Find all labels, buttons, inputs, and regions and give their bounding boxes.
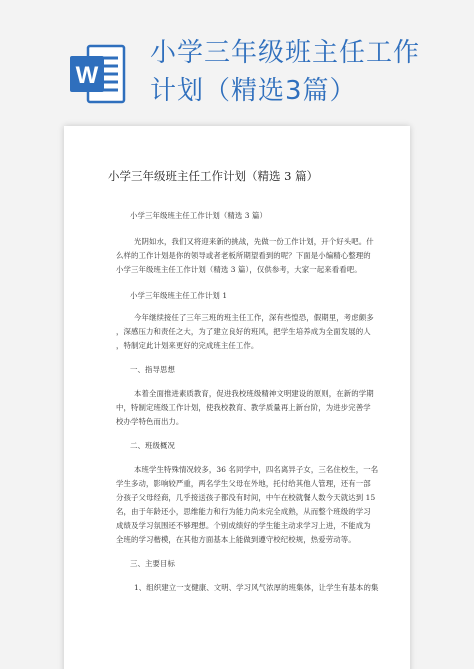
paragraph-line: 今年继续接任了三年三班的班主任工作，深有些惶恐，假期里，考虑颇多 xyxy=(134,313,374,322)
paragraph-line: 全班的学习楷模，在其他方面基本上能做到遵守校纪校规，热爱劳动等。 xyxy=(116,535,356,544)
paragraph-line: ，特制定此计划来更好的完成班主任工作。 xyxy=(116,341,259,350)
word-icon-letter: W xyxy=(75,62,99,89)
paragraph-line: 本着全面推进素质教育，促进我校班级精神文明建设的原则，在新的学期 xyxy=(134,389,374,398)
page-title xyxy=(150,34,460,110)
paragraph-line: 分孩子父母经商，几乎接送孩子都没有时间，中午在校就餐人数今天就达到 15 xyxy=(116,493,376,502)
document-title: 小学三年级班主任工作计划（精选 3 篇） xyxy=(108,169,319,183)
section-heading: 二、班级概况 xyxy=(130,441,175,450)
section-heading: 小学三年级班主任工作计划 1 xyxy=(130,291,228,300)
page-title-line-1: 小学三年级班主任工作 xyxy=(150,38,421,68)
header-banner xyxy=(0,0,474,118)
section-heading: 一、指导思想 xyxy=(130,365,175,374)
page-title-line-2: 计划（精选3篇） xyxy=(150,76,357,106)
word-document-icon xyxy=(68,42,126,106)
paragraph-line: 成绩及学习氛围还不够理想。个别成绩好的学生能主动求学习上进，不能成为 xyxy=(116,521,371,530)
paragraph-line: 光阴如水，我们又将迎来新的挑战，先做一份工作计划，开个好头吧。什 xyxy=(134,237,374,246)
paragraph-line: 中，特制定班级工作计划，使我校教育、教学质量再上新台阶，为进步完善学 xyxy=(116,403,371,412)
paragraph-line: 小学三年级班主任工作计划（精选 3 篇），仅供参考，大家一起来看看吧。 xyxy=(116,265,362,274)
paragraph-line: 么样的工作计划是你的领导或者老板所期望看到的呢？下面是小编精心整理的 xyxy=(116,251,371,260)
paragraph-line: 校办学特色而出力。 xyxy=(116,417,184,426)
paragraph-line: 1、组织建立一支健康、文明、学习风气浓厚的班集体，让学生有基本的集 xyxy=(134,583,379,592)
section-heading: 三、主要目标 xyxy=(130,559,175,568)
document-page xyxy=(64,126,410,669)
paragraph-line: ，深感压力和责任之大，为了建立良好的班风，把学生培养成为全面发展的人 xyxy=(116,327,371,336)
document-subtitle: 小学三年级班主任工作计划（精选 3 篇） xyxy=(130,211,268,220)
paragraph-line: 名，由于年龄还小，思维能力和行为能力尚未完全成熟，从而整个班级的学习 xyxy=(116,507,371,516)
paragraph-line: 本班学生特殊情况较多，36 名同学中，四名离异子女，三名住校生，一名 xyxy=(134,465,379,474)
paragraph-line: 学生多动，影响较严重，两名学生父母在外地，托付给其他人管理，还有一部 xyxy=(116,479,371,488)
